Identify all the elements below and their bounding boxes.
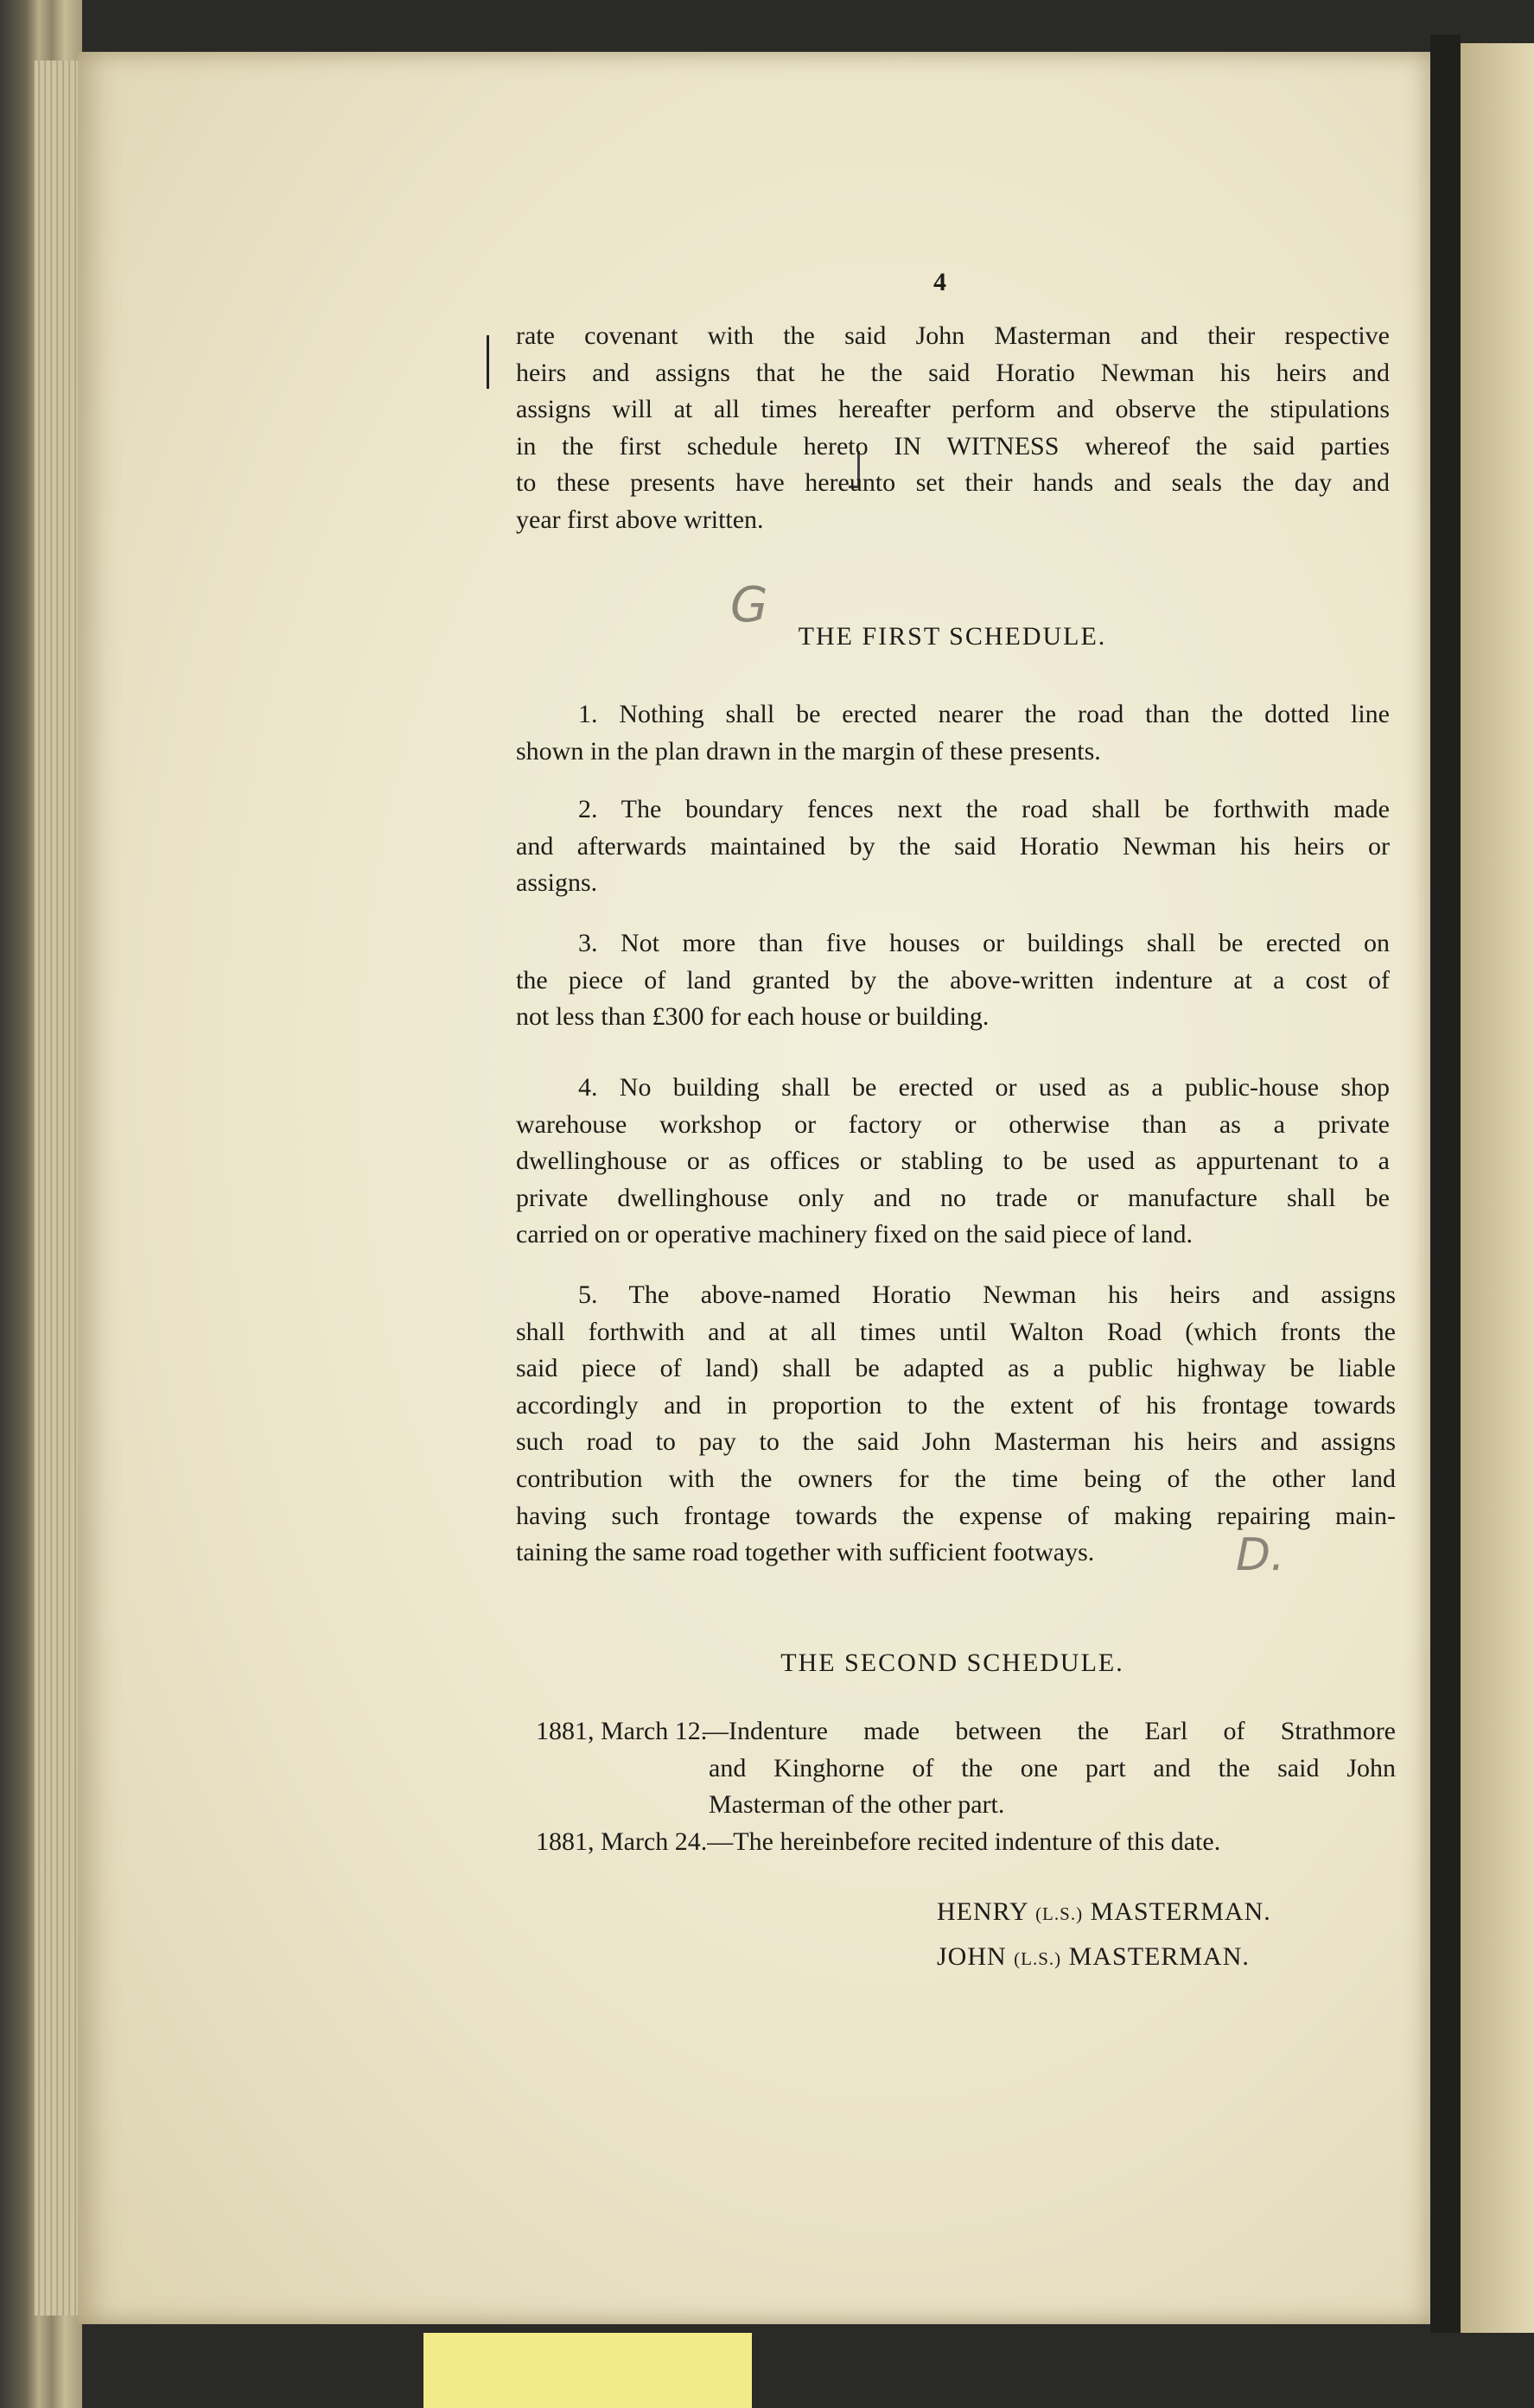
schedule-item-1	[516, 696, 1390, 770]
signature-henry	[937, 1894, 1271, 1933]
intro-paragraph	[516, 318, 1390, 539]
entry-date: 1881, March 24.	[536, 1827, 708, 1856]
signature-john	[937, 1939, 1250, 1978]
text-line: warehouse workshop or factory or otherwise than as a private	[516, 1109, 1390, 1139]
text-line: heirs and assigns that he the said Horatio Newman his heirs and	[516, 358, 1390, 387]
signature-last-name: MASTERMAN.	[1090, 1897, 1271, 1926]
text-line: shown in the plan drawn in the margin of these presents.	[516, 736, 1101, 766]
text-line: and Kinghorne of the one part and the said John	[709, 1753, 1396, 1782]
gutter-strip	[1430, 35, 1461, 2333]
text-line: to these presents have hereunto set their hands and seals the day and	[516, 468, 1390, 498]
text-line: 2. The boundary fences next the road shall be forthwith made	[578, 795, 1390, 823]
schedule-entry-1	[536, 1713, 1396, 1824]
seal-mark: (L.S.)	[1035, 1903, 1084, 1924]
signature-first-name: JOHN	[937, 1942, 1007, 1971]
text-line: assigns will at all times hereafter perform and observe the stipulations	[516, 395, 1390, 424]
seal-mark: (L.S.)	[1014, 1948, 1062, 1969]
text-line: —The hereinbefore recited indenture of this date.	[707, 1827, 1221, 1856]
schedule-entry-2	[536, 1824, 1396, 1861]
entry-date: 1881, March 12.	[536, 1717, 708, 1745]
text-line: year first above written.	[516, 505, 764, 534]
text-line: the piece of land granted by the above-written indenture at a cost of	[516, 965, 1390, 994]
text-line: 5. The above-named Horatio Newman his heirs and assigns	[578, 1280, 1396, 1309]
pencil-mark: D.	[1236, 1529, 1285, 1581]
text-line: carried on or operative machinery fixed on the said piece of land.	[516, 1220, 1193, 1249]
text-line: not less than £300 for each house or building.	[516, 1002, 990, 1032]
page-number: 4	[933, 268, 946, 296]
text-line: 1. Nothing shall be erected nearer the road than the dotted line	[578, 700, 1390, 728]
signature-last-name: MASTERMAN.	[1068, 1942, 1250, 1971]
text-line: rate covenant with the said John Masterman and their respective	[516, 321, 1390, 350]
text-line: private dwellinghouse only and no trade or manufacture shall be	[516, 1183, 1390, 1212]
text-line: in the first schedule hereto IN WITNESS whereof the said parties	[516, 431, 1390, 461]
text-line: accordingly and in proportion to the extent of his frontage towards	[516, 1390, 1396, 1420]
text-line: such road to pay to the said John Masterman his heirs and assigns	[516, 1427, 1396, 1457]
text-line: 3. Not more than five houses or buildings shall be erected on	[578, 929, 1390, 957]
first-schedule-title: THE FIRST SCHEDULE.	[798, 622, 1107, 651]
schedule-item-4	[516, 1070, 1390, 1254]
text-line: said piece of land) shall be adapted as a public highway be liable	[516, 1354, 1396, 1383]
text-line: taining the same road together with sufficient footways.	[516, 1538, 1095, 1567]
schedule-item-5	[516, 1277, 1396, 1572]
text-line: dwellinghouse or as offices or stabling to be used as appurtenant to a	[516, 1147, 1390, 1176]
schedule-item-2	[516, 791, 1390, 902]
yellow-tab	[423, 2333, 752, 2408]
text-line: having such frontage towards the expense of making repairing main-	[516, 1501, 1396, 1530]
pencil-mark: G	[730, 577, 768, 633]
text-line: shall forthwith and at all times until Walton Road (which fronts the	[516, 1317, 1396, 1346]
next-page-edge	[1461, 43, 1534, 2333]
signature-first-name: HENRY	[937, 1897, 1028, 1926]
text-line: assigns.	[516, 868, 598, 898]
margin-mark	[487, 335, 489, 389]
text-line: Masterman of the other part.	[709, 1790, 1005, 1820]
schedule-item-3	[516, 925, 1390, 1036]
text-line: contribution with the owners for the time being of the other land	[516, 1464, 1396, 1493]
second-schedule-title: THE SECOND SCHEDULE.	[780, 1649, 1124, 1677]
text-line: and afterwards maintained by the said Horatio Newman his heirs or	[516, 831, 1390, 861]
text-line: 4. No building shall be erected or used as a public-house shop	[578, 1073, 1390, 1102]
text-line: —Indenture made between the Earl of Strathmore	[703, 1717, 1396, 1745]
